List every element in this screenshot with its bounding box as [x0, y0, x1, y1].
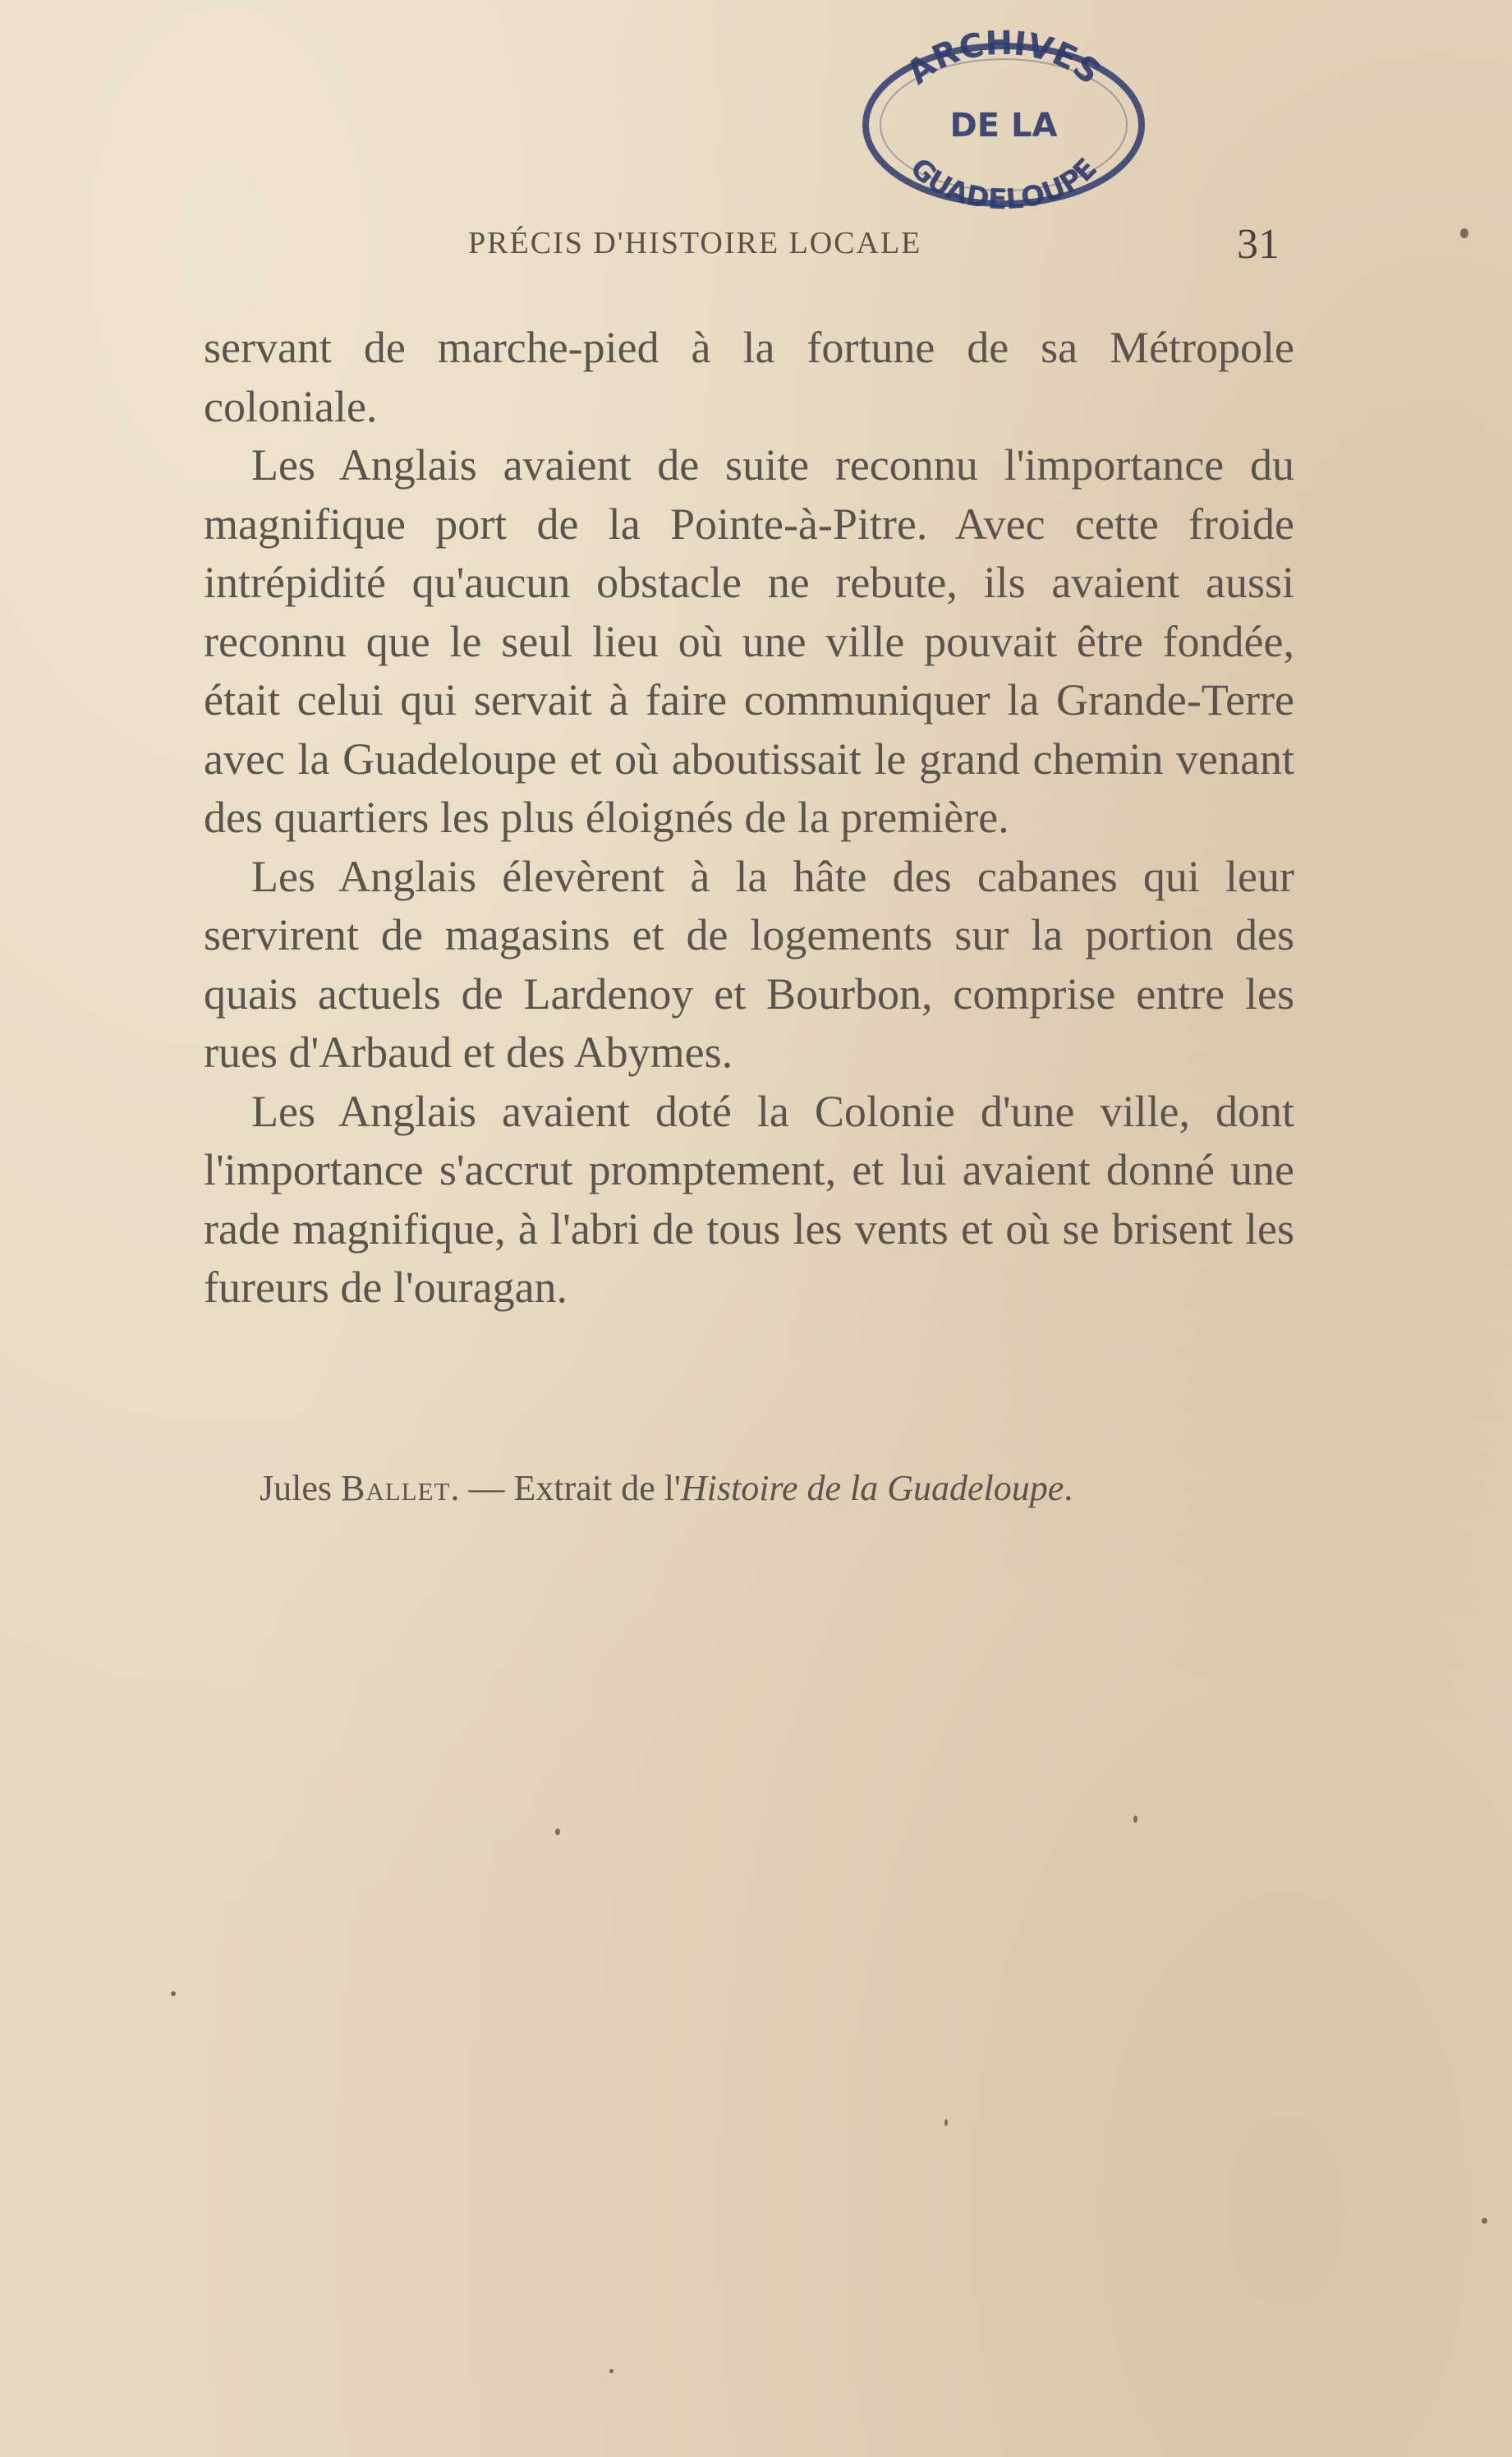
paragraph-2: Les Anglais avaient de suite reconnu l'importance du magnifique port de la Pointe-à-Pitre. Avec cette froide intrépidité qu'aucun obstacle ne rebute, ils avaient aussi reconnu que le seul lieu où une ville pouvait être fondée, était celui qui servait à faire communiquer la Grande-Terre avec la Guadeloupe et où aboutissait le grand chemin venant des quartiers les plus éloignés de la première.	[204, 440, 1294, 842]
paragraph-3: Les Anglais élevèrent à la hâte des cabanes qui leur servirent de magasins et de logements sur la portion des quais actuels de Lardenoy et Bourbon, comprise entre les rues d'Arbaud et des Abymes.	[204, 851, 1294, 1077]
paragraph-4: Les Anglais avaient doté la Colonie d'une ville, dont l'importance s'accrut promptement, et lui avaient donné une rade magnifique, à l'abri de tous les vents et où se brisent les fureurs de l'ouragan.	[204, 1086, 1294, 1312]
credit-author-last: Ballet	[341, 1468, 451, 1508]
archives-stamp	[856, 23, 1151, 212]
source-credit: Jules Ballet. — Extrait de l'Histoire de la Guadeloupe.	[260, 1468, 1073, 1508]
svg-text:GUADELOUPE	[903, 152, 1104, 212]
credit-extract-label: — Extrait de	[468, 1468, 655, 1508]
stamp-line-guadeloupe: GUADELOUPE	[903, 151, 1104, 212]
stamp-seal-icon	[856, 23, 1151, 212]
running-title: PRÉCIS D'HISTOIRE LOCALE	[468, 226, 922, 260]
credit-author-first: Jules	[260, 1468, 332, 1508]
body-text	[204, 319, 1294, 1318]
credit-work-title: Histoire de la Guadeloupe	[680, 1468, 1064, 1508]
paper-speck	[1460, 228, 1468, 238]
running-header	[204, 220, 1304, 269]
stamp-line-de-la: DE LA	[949, 107, 1058, 145]
stamp-line-archives: ARCHIVES	[899, 24, 1108, 93]
credit-article: l'	[664, 1468, 681, 1508]
paper-speck	[1133, 1815, 1137, 1823]
paper-speck	[555, 1829, 560, 1835]
paper-speck	[1482, 2218, 1487, 2224]
paper-speck	[944, 2119, 948, 2126]
page-number: 31	[1237, 221, 1280, 268]
paper-speck	[609, 2369, 614, 2373]
paragraph-1: servant de marche-pied à la fortune de sa Métropole coloniale.	[204, 323, 1294, 431]
paper-speck	[171, 1991, 176, 1996]
